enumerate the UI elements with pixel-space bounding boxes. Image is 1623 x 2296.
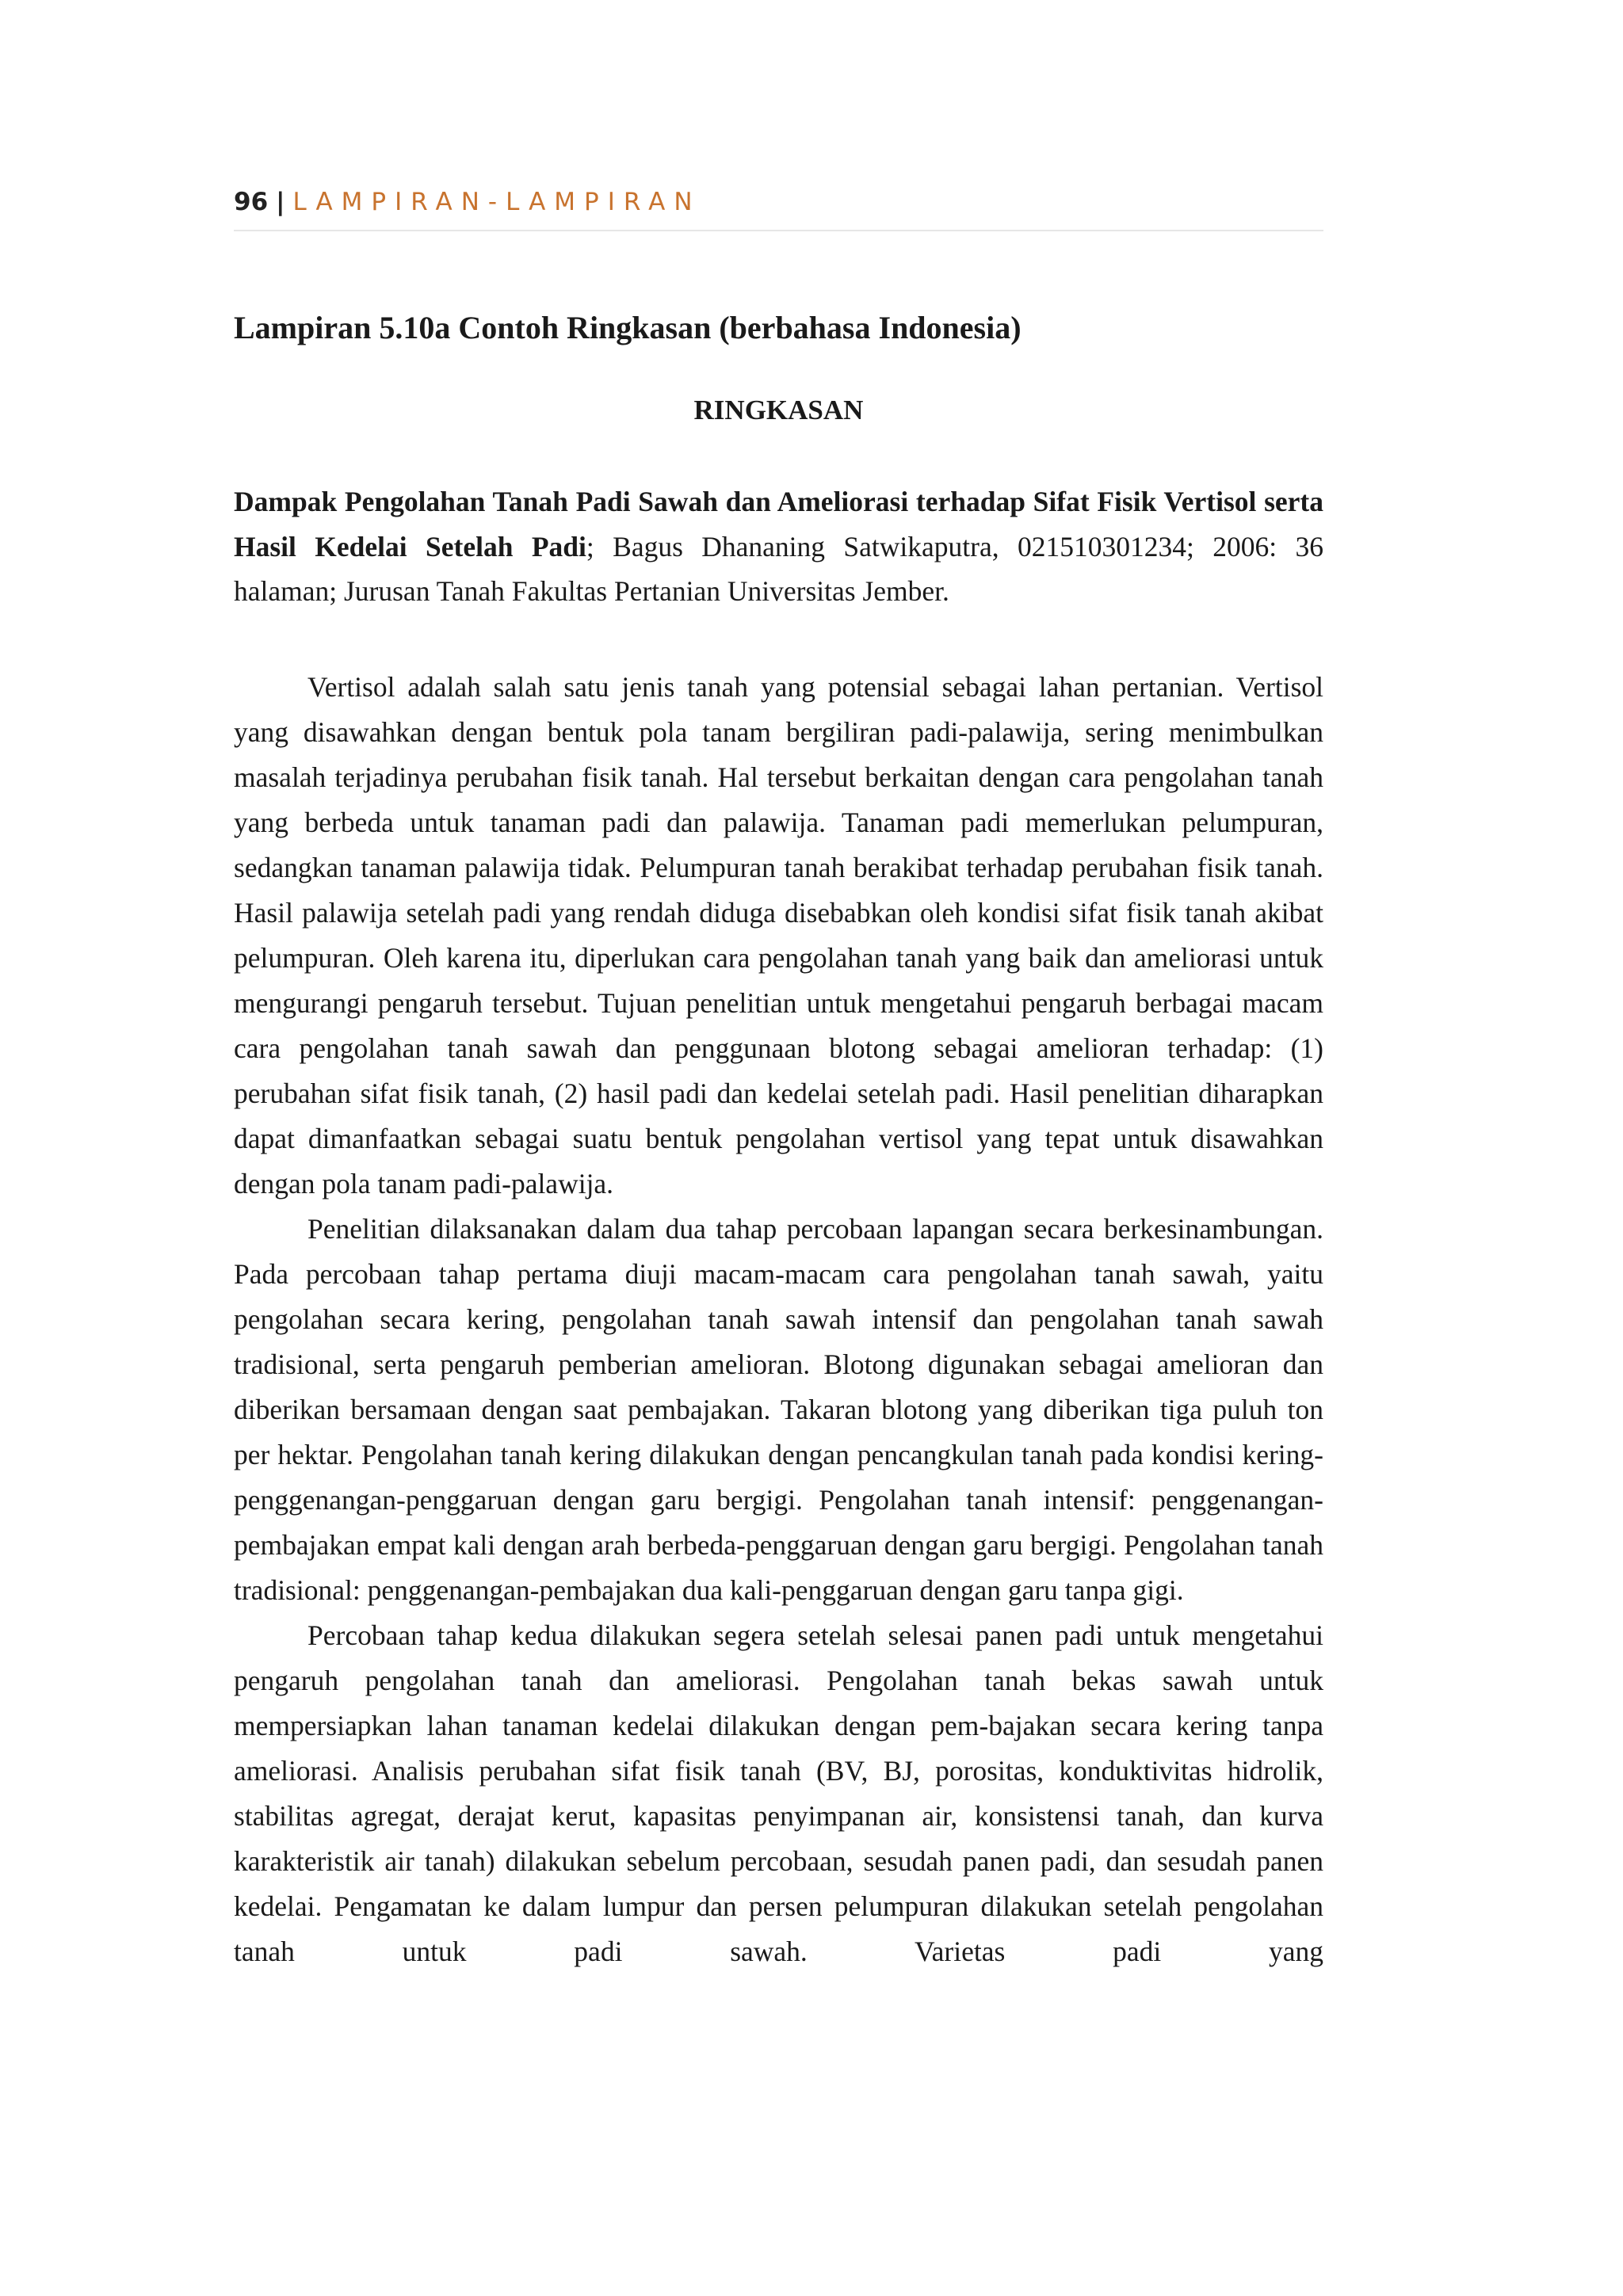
page-number: 96 <box>234 188 269 216</box>
header-section-title: LAMPIRAN-LAMPIRAN <box>292 188 701 216</box>
document-page <box>234 188 1323 1967</box>
thesis-title: Dampak Pengolahan Tanah Padi Sawah dan Ameliorasi terhadap Sifat Fisik Vertisol serta Hasil Kedelai Setelah Padi <box>234 486 1323 563</box>
running-header <box>234 190 1323 231</box>
summary-paragraph-3: Percobaan tahap kedua dilakukan segera setelah selesai panen padi untuk mengetahui pengaruh pengolahan tanah dan ameliorasi. Pengolahan tanah bekas sawah untuk mempersiapkan lahan tanaman kedelai dilakukan dengan pem-bajakan secara kering tanpa ameliorasi. Analisis perubahan sifat fisik tanah (BV, BJ, porositas, konduktivitas hidrolik, stabilitas agregat, derajat kerut, kapasitas penyimpanan air, konsistensi tanah, dan kurva karakteristik air tanah) dilakukan sebelum percobaan, sesudah panen padi, dan sesudah panen kedelai. Pengamatan ke dalam lumpur dan persen pelumpuran dilakukan setelah pengolahan tanah untuk padi sawah. Varietas padi yang <box>234 1619 1323 1967</box>
summary-paragraph-2: Penelitian dilaksanakan dalam dua tahap percobaan lapangan secara berkesinambungan. Pada percobaan tahap pertama diuji macam-macam cara pengolahan tanah sawah, yaitu pengolahan secara kering, pengolahan tanah sawah intensif dan pengolahan tanah sawah tradisional, serta pengaruh pemberian amelioran. Blotong digunakan sebagai amelioran dan diberikan bersamaan dengan saat pembajakan. Takaran blotong yang diberikan tiga puluh ton per hektar. Pengolahan tanah kering dilakukan dengan pencangkulan tanah pada kondisi kering-penggenangan-penggaruan dengan garu bergigi. Pengolahan tanah intensif: penggenangan-pembajakan empat kali dengan arah berbeda-penggaruan dengan garu bergigi. Pengolahan tanah tradisional: penggenangan-pembajakan dua kali-penggaruan dengan garu tanpa gigi. <box>234 1213 1323 1606</box>
thesis-details: ; Bagus Dhananing Satwikaputra, 021510301234; 2006: 36 halaman; Jurusan Tanah Fakultas Pertanian Universitas Jember. <box>234 530 1323 607</box>
thesis-citation <box>234 479 1323 614</box>
appendix-title: Lampiran 5.10a Contoh Ringkasan (berbahasa Indonesia) <box>234 310 1022 345</box>
summary-heading: RINGKASAN <box>693 395 864 425</box>
header-separator: | <box>276 188 285 216</box>
summary-body <box>234 665 1323 1974</box>
summary-paragraph-1: Vertisol adalah salah satu jenis tanah yang potensial sebagai lahan pertanian. Vertisol yang disawahkan dengan bentuk pola tanam bergiliran padi-palawija, sering menimbulkan masalah terjadinya perubahan fisik tanah. Hal tersebut berkaitan dengan cara pengolahan tanah yang berbeda untuk tanaman padi dan palawija. Tanaman padi memerlukan pelumpuran, sedangkan tanaman palawija tidak. Pelumpuran tanah berakibat terhadap perubahan fisik tanah. Hasil palawija setelah padi yang rendah diduga disebabkan oleh kondisi sifat fisik tanah akibat pelumpuran. Oleh karena itu, diperlukan cara pengolahan tanah yang baik dan ameliorasi untuk mengurangi pengaruh tersebut. Tujuan penelitian untuk mengetahui pengaruh berbagai macam cara pengolahan tanah sawah dan penggunaan blotong sebagai amelioran terhadap: (1) perubahan sifat fisik tanah, (2) hasil padi dan kedelai setelah padi. Hasil penelitian diharapkan dapat dimanfaatkan sebagai suatu bentuk pengolahan vertisol yang tepat untuk disawahkan dengan pola tanam padi-palawija. <box>234 671 1323 1199</box>
